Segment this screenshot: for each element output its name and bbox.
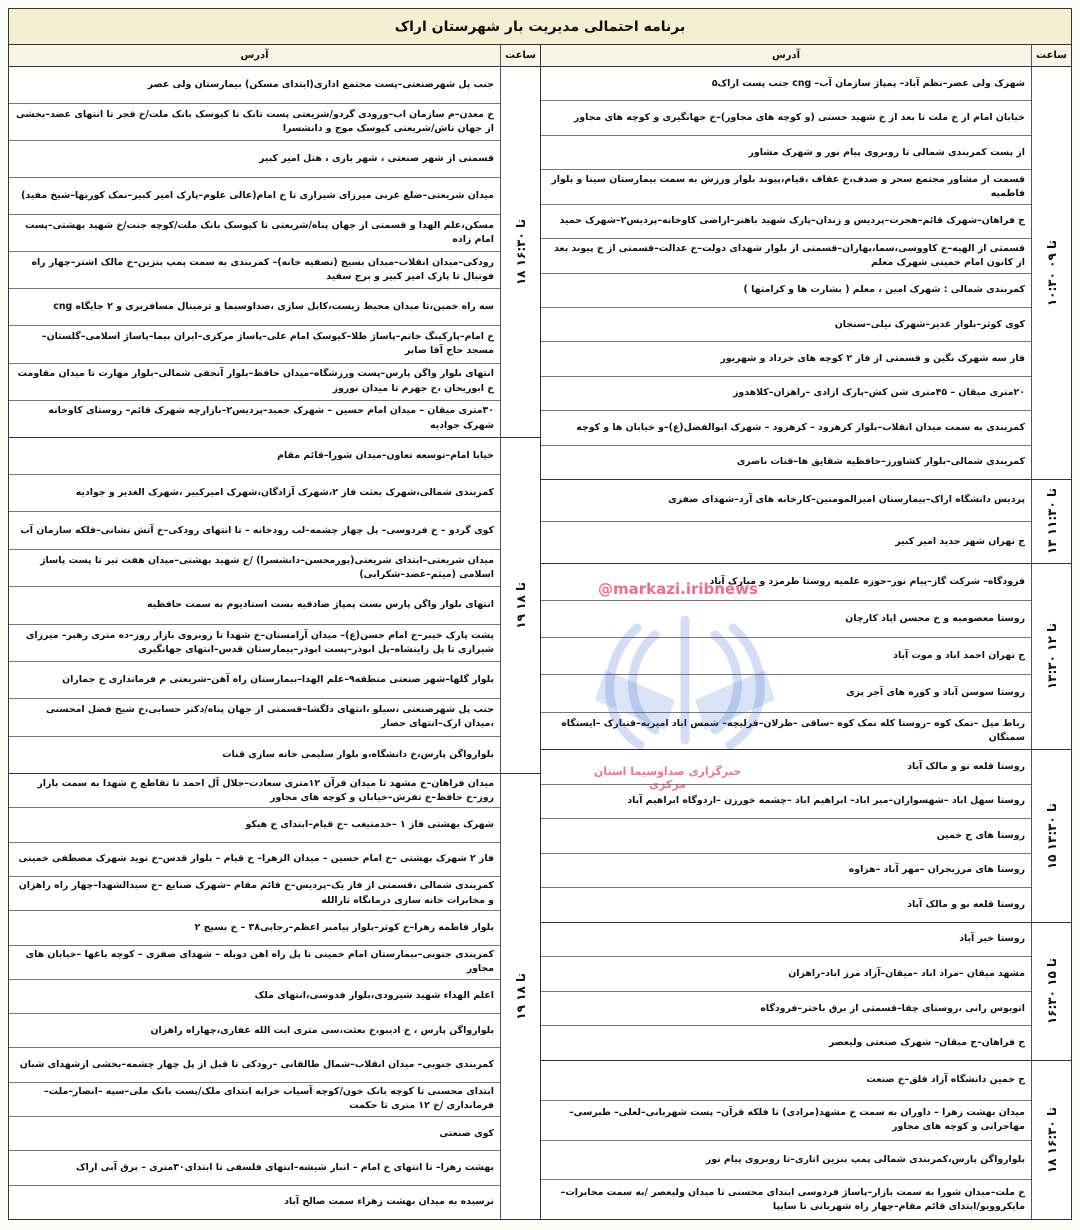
address-list — [9, 67, 500, 437]
time-group — [541, 67, 1071, 480]
address-header: آدرس — [240, 50, 269, 61]
right-column-header — [541, 45, 1071, 67]
time-slot — [1031, 67, 1071, 479]
address-row: کمربندی جنوبی–بیمارستان امام خمینی تا پل راه اهن دوبله – شهدای صفری – کوچه باغها –خیابان های مجاور — [9, 946, 500, 980]
time-slot — [1031, 1061, 1071, 1219]
address-list — [9, 774, 500, 1219]
time-slot-label: ۱۸ تا ۱۶:۳۰ — [1044, 1106, 1059, 1174]
address-row: کمربندی شمالی،شهرک بعثت فاز ۲،شهرک آزادگان،شهرک امیرکبیر ،شهرک الغدیر و جوادیه — [9, 475, 500, 512]
time-slot — [1031, 564, 1071, 749]
address-list — [541, 67, 1031, 479]
address-row: روستا خیر آباد — [541, 923, 1031, 958]
address-row: کمربندی شمالی ،قسمتی از فاز یک–پردیس–خ قائم مقام –شهرک صنایع –خ سیدالشهدا–چهار راه راهزان و مخابرات خانه سازی درمانگاه ثارالله — [9, 877, 500, 911]
address-row: اتوبوس رانی ،روستای چقا–قسمتی از برق باختر–فرودگاه — [541, 992, 1031, 1027]
address-row: خ ملت–میدان شورا به سمت بازار–پاساژ فردوسی ابتدای محسنی تا میدان ولیعصر /به سمت مخابرات–مایکروویو/ابتدای قائم مقام–چهار راه شهربانی تا سایپا — [560, 1186, 1025, 1212]
time-slot — [1031, 923, 1071, 1060]
address-row: مشهد میقان –مراد اباد –میقان–آزاد مرز اباد–راهزان — [541, 957, 1031, 992]
address-row: فاز ۲ شهرک بهشتی –خ امام حسین – میدان الزهرا– خ قیام – بلوار قدس–خ نوید شهرک مصطفی خمینی — [9, 843, 500, 877]
address-row: میدان شریعتی–ابتدای شریعتی(پورمحسن–دانشسرا) /خ شهید بهشتی–میدان هفت تیر تا پست پاساژ اسلامی (میثم–عضد–شکرابی) — [9, 550, 500, 587]
address-row: جنب پل شهرصنعتی ،سیلو ،انتهای دلگشا–قسمتی از جهان پناه/دکتر حسابی،خ شیخ فضل امحسنی ،میدان ارک–انتهای حصار — [9, 699, 500, 736]
address-row: اعلم الهداء شهید شیرودی،بلوار فدوسی،انتهای ملک — [9, 980, 500, 1014]
address-row: پردیس دانشگاه اراک–بیمارستان امیرالمومنین–کارخانه های آرد–شهدای صفری — [541, 480, 1031, 522]
address-row: بهشت زهرا– تا انتهای خ امام – انبار شیشه–انتهای فلسفی تا ابتدای۳۰متری – برق آبی اراک — [9, 1151, 500, 1185]
address-row: کوی کوثر–بلوار غدیر–شهرک نیلی–سنجان — [541, 308, 1031, 342]
time-header: ساعت — [500, 45, 540, 66]
time-slot — [500, 67, 540, 437]
time-slot-label: ۱۳ تا ۱۱:۳۰ — [1044, 488, 1059, 555]
time-group — [541, 1061, 1071, 1219]
address-row: شهرک ولی عصر–نظم آباد– پمپاژ سازمان آب– cng جنب پست اراک۵ — [541, 67, 1031, 101]
columns — [9, 45, 1071, 1219]
address-row: قسمت از مشاور مجتمع سحر و صدف،خ عفاف ،قیام،پیوند بلوار ورزش به سمت بیمارستان سینا و بلوار فاطمیه — [541, 170, 1031, 204]
address-row: میدان شریعتی–ضلع غربی میرزای شیرازی تا خ امام(عالی علوم–پارک امیر کبیر–نمک کوریها–شیخ مفید) — [9, 178, 500, 215]
address-row: بلوارواگن پارس،خ دانشگاه،و بلوار سلیمی خانه سازی قنات — [222, 748, 494, 760]
address-row: ج تهران احمد اباد و موت آباد — [541, 638, 1031, 675]
address-row: بلوارواگن پارس،کمربندی شمالی پمپ بنزین اتاری–تا روبروی پیام نور — [541, 1141, 1031, 1181]
address-row: انتهای بلوار واگن پارس–پست ورزشگاه–میدان حافظ–بلوار آنجفی شمالی–بلوار مهارت تا میدان مقاومت خ ابوریحان ،خ جهرم تا میدان نوروز — [9, 364, 500, 401]
address-row: روستا های مرزیجران –مهر آباد –هزاوه — [541, 854, 1031, 889]
time-slot — [500, 774, 540, 1219]
address-list — [9, 438, 500, 773]
address-list — [541, 480, 1031, 562]
address-row: کمربندی به سمت میدان انقلاب–بلوار کرهرود – کرهرود – شهرک ابوالفضل(ع)–و خیابان ها و کوچه — [541, 411, 1031, 445]
schedule-sheet — [8, 8, 1072, 1220]
address-row: روستا معصومیه و خ محسن اباد کارچان — [541, 601, 1031, 638]
page-title: برنامه احتمالی مدیریت بار شهرستان اراک — [9, 9, 1071, 45]
time-slot-label: ۱۹ تا ۱۸ — [513, 582, 528, 629]
address-row: روستا های ج خمین — [541, 819, 1031, 854]
address-row: مسکن،علم الهدا و قسمتی از جهان پناه/شریعتی تا کیوسک بانک ملت/کوچه جنت/خ شهید بهشتی–پست امام زاده — [9, 215, 500, 252]
address-row: میدان بهشت زهرا – داوران به سمت خ مشهد(مرادی) تا فلکه قرآن– پست شهربانی–لعلی– طبرسی–مهاجرانی و کوچه های مجاور — [541, 1101, 1031, 1141]
time-slot — [1031, 480, 1071, 562]
address-row: ۲۰متری میقان – ۴۵متری شن کش–پارک ازادی –راهزان–کلاهدوز — [541, 377, 1031, 411]
address-row: از پست کمربندی شمالی تا روبروی پیام نور و شهرک مشاور — [541, 136, 1031, 170]
right-column — [540, 45, 1071, 1219]
address-row: روستا قلعه نو و مالک آباد — [541, 750, 1031, 785]
address-row: پشت پارک خیبر–خ امام حسن(ع)– میدان آرامستان–خ شهدا تا روبروی بازار روز–ده متری رهبر– میرزای شیرازی تا پل زاینشاه–پل ابوذر–پست ابوذر–بیمارستان قدس–انتهای جهانگیری — [9, 625, 500, 662]
address-row: کوی صنعتی — [9, 1117, 500, 1151]
address-row: بلوار گلها–شهر صنعتی منطقه۹–علم الهدا–بیمارستان راه آهن–شریعتی م فرمانداری خ جماران — [9, 662, 500, 699]
address-row: خ معدن–م سازمان اب–ورودی گردو/شریعتی پست تانک تا کیوسک بانک ملت/خ فجر تا انتهای عضد–بخشی از جهان تاش/شریعتی کیوسک موج و دانشسرا — [9, 104, 500, 141]
address-row: رباط میل –نمک کوه –روستا کله نمک کوه –ساقی –طرلان–فرلیچه– شمس اباد امیریه–قنبارک –ایستگاه سمنگان — [561, 717, 1025, 743]
watermark-handle: @markazi.iribnews — [598, 580, 758, 598]
time-slot-label: ۱۵ تا ۱۳:۳۰ — [1044, 802, 1059, 869]
address-row: فرودگاه– شرکت گاز–پیام نور–حوزه علمیه روستا طرمزد و مبارک آباد — [541, 564, 1031, 601]
address-row: نرسیده به میدان بهشت زهراء سمت صالح آباد — [284, 1196, 494, 1208]
address-row: کوی گردو – خ فردوسی– پل چهار چشمه–لب رودخانه – تا انتهای رودکی–خ آتش نشانی–فلکه سازمان آب — [9, 512, 500, 549]
address-row: بلوار فاطمه زهرا–خ کوثر–بلوار پیامبر اعظم–رجایی۳۸ – خ بسیج ۲ — [9, 911, 500, 945]
address-row: کمربندی جنوبی– میدان انقلاب–شمال طالقانی –رودکی تا قبل از پل چهار چشمه–بخشی ازشهدای شبان — [9, 1048, 500, 1082]
address-row: ابتدای محسنی تا کوچه بانک خون/کوچه آسیاب خرابه ابتدای ملک/پست بانک ملی–سپه –انصار–ملت–فرمانداری /خ ۱۲ متری تا حکمت — [9, 1083, 500, 1117]
left-column — [9, 45, 540, 1219]
time-slot — [500, 438, 540, 773]
address-row: سه راه خمین،تا میدان محیط زیست،کابل سازی ،صداوسیما و ترمینال مسافربری و ۲ جایگاه cng — [9, 289, 500, 326]
address-row: خیابان امام از خ ملت تا بعد از خ شهید حسنی (و کوچه های مجاور)–خ جهانگیری و کوچه های مجاور — [541, 101, 1031, 135]
time-slot-label: ۱۰:۳۰ تا ۰۹ — [1044, 239, 1059, 307]
address-row: قسمتی از الهیه–خ کاووسی،سما،بهاران–قسمتی از بلوار شهدای دولت–خ عدالت–قسمتی از خ پیوند بعد از کانون امام خمینی شهرک معلم — [541, 239, 1031, 273]
address-row: فاز سه شهرک نگین و قسمتی از فاز ۲ کوچه های خرداد و شهریور — [541, 342, 1031, 376]
watermark-caption: خبرگزاری صداوسیما استان مرکزی — [593, 765, 742, 791]
address-row: روستا سوسن آباد و کوره های آجر پزی — [541, 675, 1031, 712]
address-row: روستا قلعه نو و مالک آباد — [907, 898, 1025, 910]
address-row: ج فراهان–شهرک قائم–هجرت–پردیس و زندان–پارک شهید باهنر–اراضی کاوخانه–پردیس۲–شهرک حمید — [541, 205, 1031, 239]
address-row: کمربندی شمالی–بلوار کشاورز–حافظیه شقایق ها–قنات ناصری — [736, 456, 1025, 468]
address-row: قسمتی از شهر صنعتی ، شهر بازی ، هتل امیر کبیر — [9, 141, 500, 178]
address-row: انتهای بلوار واگن پارس بست پمپاژ صادقیه بست استادیوم به سمت حافظیه — [9, 587, 500, 624]
address-row: شهرک بهشتی فاز ۱ –خدمتیغب –خ قیام–ابتدای خ هیکو — [9, 808, 500, 842]
time-group — [541, 923, 1071, 1061]
time-group — [9, 67, 540, 438]
time-slot-label: ۱۶:۳۰ تا ۱۵ — [1044, 958, 1059, 1025]
address-row: خیابا امام–توسعه تعاون–میدان شورا–قائم مقام — [9, 438, 500, 475]
address-row: خ امام–پارکینگ خاتم–پاساژ طلا–کیوسک امام علی–پاساژ مرکزی–ایران بیما–پاساژ اسلامی–گلستان–مسجد حاج آقا صابر — [9, 326, 500, 363]
time-header: ساعت — [1031, 45, 1071, 66]
time-slot — [1031, 750, 1071, 922]
time-slot-label: ۱۹ تا ۱۸ — [513, 973, 528, 1020]
left-groups — [9, 67, 540, 1219]
address-list — [541, 923, 1031, 1060]
address-row: میدان فراهان–خ مشهد تا میدان قرآن ۱۲متری سعادت–جلال آل احمد تا تقاطع خ شهدا به سمت بازار روز–خ حافظ–خ تفرش–خیابان و کوچه های مجاور — [9, 774, 500, 808]
time-slot-label: ۱۸ تا ۱۶:۳۰ — [513, 218, 528, 285]
address-row: رودکی–میدان انقلاب–میدان بسیج (تصفیه خانه)– کمربندی به سمت پمپ بنزین–خ مالک اشتر–چهار راه فوتبال تا پارک امیر کبیر و برج سفید — [9, 252, 500, 289]
right-groups — [541, 67, 1071, 1219]
address-row: ج خمین دانشگاه آزاد فلق–خ صنعت — [541, 1061, 1031, 1101]
time-group — [9, 774, 540, 1219]
address-row: کمربندی شمالی : شهرک امین ، معلم ( بشارت ها و کرامتها ) — [541, 274, 1031, 308]
address-row: روستا سهل اباد –شهسواران–میر اباد– ابراهیم اباد –چشمه خورزن –اردوگاه ابراهیم آباد — [541, 785, 1031, 820]
address-row: جنب پل شهرصنعتی–پست مجتمع اداری(ابتدای مسکن) بیمارستان ولی عصر — [9, 67, 500, 104]
address-row: ج تهران شهر جدید امیر کبیر — [895, 536, 1025, 548]
address-header: آدرس — [771, 50, 801, 61]
address-list — [541, 1061, 1031, 1219]
left-column-header — [9, 45, 540, 67]
time-group — [9, 438, 540, 774]
time-slot-label: ۱۳:۳۰ تا ۱۲ — [1044, 623, 1059, 690]
address-row: ۳۰متری میقان – میدان امام حسین – شهرک حمید–پردیس۲–بازارچه شهرک قائم– روستای کاوخانه شهرک جوادیه — [48, 405, 494, 431]
time-group — [541, 480, 1071, 563]
address-row: بلوارواگن پارس ، خ ادیبو،خ بعثت،سی متری ابت الله غفاری،چهاراه راهزان — [9, 1014, 500, 1048]
address-row: ج فراهان–ج میقان– شهرک صنعتی ولیعصر — [828, 1037, 1025, 1049]
